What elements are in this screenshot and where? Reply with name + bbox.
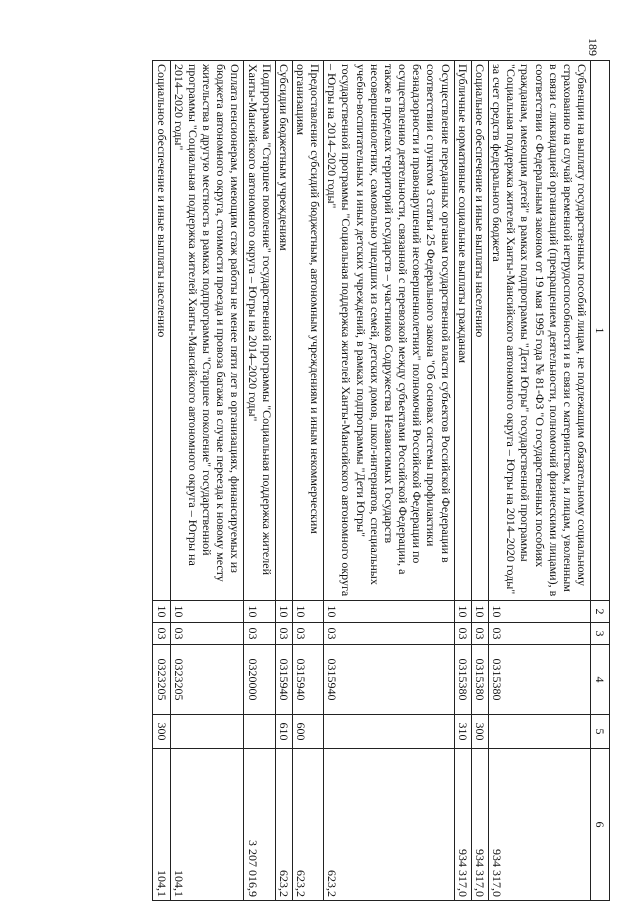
section-code-cell: 10	[292, 601, 323, 623]
page-number: 189	[586, 38, 600, 56]
expense-type-cell: 300	[153, 715, 170, 749]
target-article-cell: 0320000	[244, 645, 275, 715]
target-article-cell: 0315380	[454, 645, 471, 715]
section-code-cell: 10	[244, 601, 275, 623]
header-cell: 2	[591, 601, 610, 623]
amount-cell: 934 317,0	[488, 749, 590, 901]
table-row	[275, 61, 292, 901]
section-code-cell: 10	[488, 601, 590, 623]
amount-cell: 623,2	[275, 749, 292, 901]
table-row	[488, 61, 590, 901]
section-code-cell: 10	[153, 601, 170, 623]
subsection-code-cell: 03	[454, 623, 471, 645]
description-cell: Предоставление субсидий бюджетным, автономным учреждениям и иным некоммерческим организациям	[292, 61, 323, 601]
subsection-code-cell: 03	[488, 623, 590, 645]
section-code-cell: 10	[170, 601, 244, 623]
expense-type-cell	[488, 715, 590, 749]
table-row	[292, 61, 323, 901]
amount-cell: 934 317,0	[471, 749, 488, 901]
table-row	[324, 61, 454, 901]
amount-cell: 623,2	[324, 749, 454, 901]
subsection-code-cell: 03	[292, 623, 323, 645]
section-code-cell: 10	[275, 601, 292, 623]
target-article-cell: 0323205	[170, 645, 244, 715]
header-cell: 1	[591, 61, 610, 601]
expense-type-cell: 310	[454, 715, 471, 749]
budget-table-body	[153, 61, 610, 901]
target-article-cell: 0315940	[324, 645, 454, 715]
target-article-cell: 0315380	[488, 645, 590, 715]
expense-type-cell: 600	[292, 715, 323, 749]
section-code-cell: 10	[471, 601, 488, 623]
subsection-code-cell: 03	[324, 623, 454, 645]
expense-type-cell	[170, 715, 244, 749]
amount-cell: 623,2	[292, 749, 323, 901]
table-row	[153, 61, 170, 901]
target-article-cell: 0323205	[153, 645, 170, 715]
target-article-cell: 0315940	[275, 645, 292, 715]
expense-type-cell: 300	[471, 715, 488, 749]
expense-type-cell	[324, 715, 454, 749]
header-cell: 6	[591, 749, 610, 901]
header-cell: 5	[591, 715, 610, 749]
table-row	[454, 61, 471, 901]
description-cell: Социальное обеспечение и иные выплаты населению	[471, 61, 488, 601]
table-row	[471, 61, 488, 901]
subsection-code-cell: 03	[275, 623, 292, 645]
subsection-code-cell: 03	[153, 623, 170, 645]
budget-table	[152, 60, 610, 901]
section-code-cell: 10	[324, 601, 454, 623]
section-code-cell: 10	[454, 601, 471, 623]
amount-cell: 3 207 016,9	[244, 749, 275, 901]
header-row	[591, 61, 610, 901]
header-cell: 3	[591, 623, 610, 645]
amount-cell: 104,1	[170, 749, 244, 901]
subsection-code-cell: 03	[244, 623, 275, 645]
rotated-table-container	[80, 60, 610, 900]
target-article-cell: 0315940	[292, 645, 323, 715]
expense-type-cell: 610	[275, 715, 292, 749]
target-article-cell: 0315380	[471, 645, 488, 715]
description-cell: Социальное обеспечение и иные выплаты населению	[153, 61, 170, 601]
description-cell: Субсидии бюджетным учреждениям	[275, 61, 292, 601]
subsection-code-cell: 03	[170, 623, 244, 645]
table-row	[170, 61, 244, 901]
description-cell: Оплата пенсионерам, имеющим стаж работы не менее пяти лет в организациях, финансируемых из бюджета автономного округа, стоимости проезда и провоза багажа в случае переезда к новому месту жительства в другую местность в рамках подпрограммы "Старшее поколение" государственной программы "Социальная поддержка жителей Ханты-Мансийского автономного округа – Югры на 2014–2020 годы"	[170, 61, 244, 601]
amount-cell: 104,1	[153, 749, 170, 901]
subsection-code-cell: 03	[471, 623, 488, 645]
table-row	[244, 61, 275, 901]
expense-type-cell	[244, 715, 275, 749]
amount-cell: 934 317,0	[454, 749, 471, 901]
description-cell: Субвенции на выплату государственных пособий лицам, не подлежащим обязательному социальному страхованию на случай временной нетрудоспособности и в связи с материнством, и лицам, уволенным в связи с ликвидацией организаций (прекращением деятельности, полномочий физическими лицами), в соответствии с Федеральным законом от 19 мая 1995 года № 81-ФЗ "О государственных пособиях гражданам, имеющим детей" в рамках подпрограммы "Дети Югры" государственной программы "Социальная поддержка жителей Ханты-Мансийского автономного округа – Югры на 2014–2020 годы" за счет средств федерального бюджета	[488, 61, 590, 601]
description-cell: Публичные нормативные социальные выплаты гражданам	[454, 61, 471, 601]
description-cell: Подпрограмма "Старшее поколение" государственной программы "Социальная поддержка жителей Ханты-Мансийского автономного округа – Югры на 2014–2020 годы"	[244, 61, 275, 601]
header-cell: 4	[591, 645, 610, 715]
description-cell: Осуществление переданных органам государственной власти субъектов Российской Федерации в соответствии с пунктом 3 статьи 25 Федерального закона "Об основах системы профилактики безнадзорности и правонарушений несовершеннолетних" полномочий Российской Федерации по осуществлению деятельности, связанной с перевозкой между субъектами Российской Федерации, а также в пределах территорий государств – участников Содружества Независимых Государств несовершеннолетних, самовольно ушедших из семей, детских домов, школ-интернатов, специальных учебно-воспитательных и иных детских учреждений, в рамках подпрограммы "Дети Югры" государственной программы "Социальная поддержка жителей Ханты-Мансийского автономного округа – Югры на 2014–2020 годы"	[324, 61, 454, 601]
